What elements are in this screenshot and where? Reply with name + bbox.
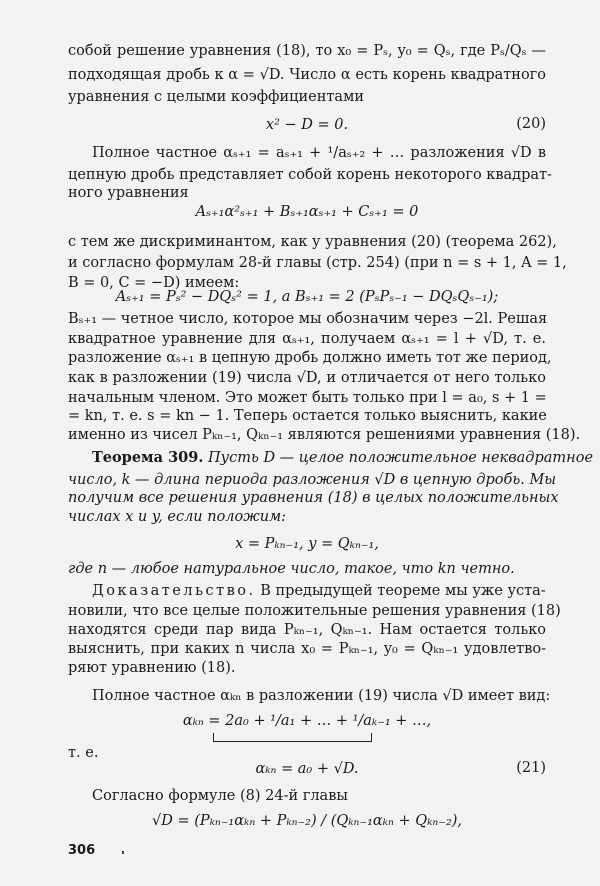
theorem-line: получим все решения уравнения (18) в целых положительных <box>68 490 559 506</box>
text-line: Полное частное αₖₙ в разложении (19) числа √D имеет вид: <box>92 688 551 704</box>
equation-number: (20) <box>516 116 546 132</box>
equation: Aₛ₊₁ = Pₛ² − DQₛ² = 1, а Bₛ₊₁ = 2 (PₛPₛ₋₁ − DQₛQₛ₋₁); <box>115 289 499 305</box>
theorem-line <box>92 449 594 467</box>
text-line: собой решение уравнения (18), то x₀ = Pₛ, y₀ = Qₛ, где Pₛ/Qₛ — <box>68 43 546 59</box>
text-line: как в разложении (19) числа √D, и отличается от него только <box>68 370 546 386</box>
text-line: ряют уравнению (18). <box>68 660 236 676</box>
text-line: Полное частное αₛ₊₁ = aₛ₊₁ + ¹/aₛ₊₂ + … разложения √D в <box>92 145 546 161</box>
theorem-line: число, k — длина периода разложения √D в цепную дробь. Мы <box>68 472 557 488</box>
equation-number: (21) <box>516 760 546 776</box>
text-line: B = 0, C = −D) имеем: <box>68 275 240 291</box>
text-line: цепную дробь представляет собой корень некоторого квадрат- <box>68 167 552 183</box>
text-line: новили, что все целые положительные решения уравнения (18) <box>68 603 561 619</box>
text-line: квадратное уравнение для αₛ₊₁, получаем αₛ₊₁ = l + √D, т. е. <box>68 331 546 347</box>
period-brace <box>213 733 372 742</box>
text-line: с тем же дискриминантом, как у уравнения (20) (теорема 262), <box>68 234 557 250</box>
theorem-line: где n — любое натуральное число, такое, что kn четно. <box>68 561 515 577</box>
text-line: Bₛ₊₁ — четное число, которое мы обозначим через −2l. Решая <box>68 311 548 327</box>
text-line: выяснить, при каких n числа x₀ = Pₖₙ₋₁, y₀ = Qₖₙ₋₁ удовлетво- <box>68 641 546 657</box>
text-line: и согласно формулам 28-й главы (стр. 254) (при n = s + 1, A = 1, <box>68 255 567 271</box>
text-line: подходящая дробь к α = √D. Число α есть корень квадратного <box>68 67 546 83</box>
equation: Aₛ₊₁α²ₛ₊₁ + Bₛ₊₁αₛ₊₁ + Cₛ₊₁ = 0 <box>195 204 419 220</box>
proof-line <box>92 582 546 600</box>
text-line: Согласно формуле (8) 24-й главы <box>92 788 348 804</box>
speck <box>122 851 124 854</box>
proof-text: В предыдущей теореме мы уже уста- <box>260 583 546 599</box>
equation-21: αₖₙ = a₀ + √D. <box>255 761 359 777</box>
text-line: именно из чисел Pₖₙ₋₁, Qₖₙ₋₁ являются решениями уравнения (18). <box>68 427 581 443</box>
proof-label: Доказательство. <box>92 583 256 599</box>
text-line: разложение αₛ₊₁ в цепную дробь должно иметь тот же период, <box>68 350 552 366</box>
equation-20: x² − D = 0. <box>265 117 349 133</box>
text-line: ного уравнения <box>68 185 189 201</box>
theorem-text: Пусть D — целое положительное неквадратное <box>208 450 594 466</box>
text-line: начальным членом. Это может быть только при l = a₀, s + 1 = <box>68 390 547 406</box>
text-line: т. е. <box>68 745 99 761</box>
equation: αₖₙ = 2a₀ + ¹/a₁ + … + ¹/aₖ₋₁ + …, <box>182 713 432 729</box>
theorem-label: Теорема 309. <box>92 449 204 466</box>
text-line: уравнения с целыми коэффициентами <box>68 89 365 105</box>
page-number: 306 <box>68 843 96 858</box>
equation: x = Pₖₙ₋₁, y = Qₖₙ₋₁, <box>235 536 379 552</box>
theorem-line: числах x и y, если положим: <box>68 509 287 525</box>
text-line: находятся среди пар вида Pₖₙ₋₁, Qₖₙ₋₁. Нам остается только <box>68 622 546 638</box>
equation: √D = (Pₖₙ₋₁αₖₙ + Pₖₙ₋₂) / (Qₖₙ₋₁αₖₙ + Qₖₙ₋₂), <box>151 813 463 829</box>
text-line: = kn, т. е. s = kn − 1. Теперь остается только выяснить, какие <box>68 408 547 424</box>
